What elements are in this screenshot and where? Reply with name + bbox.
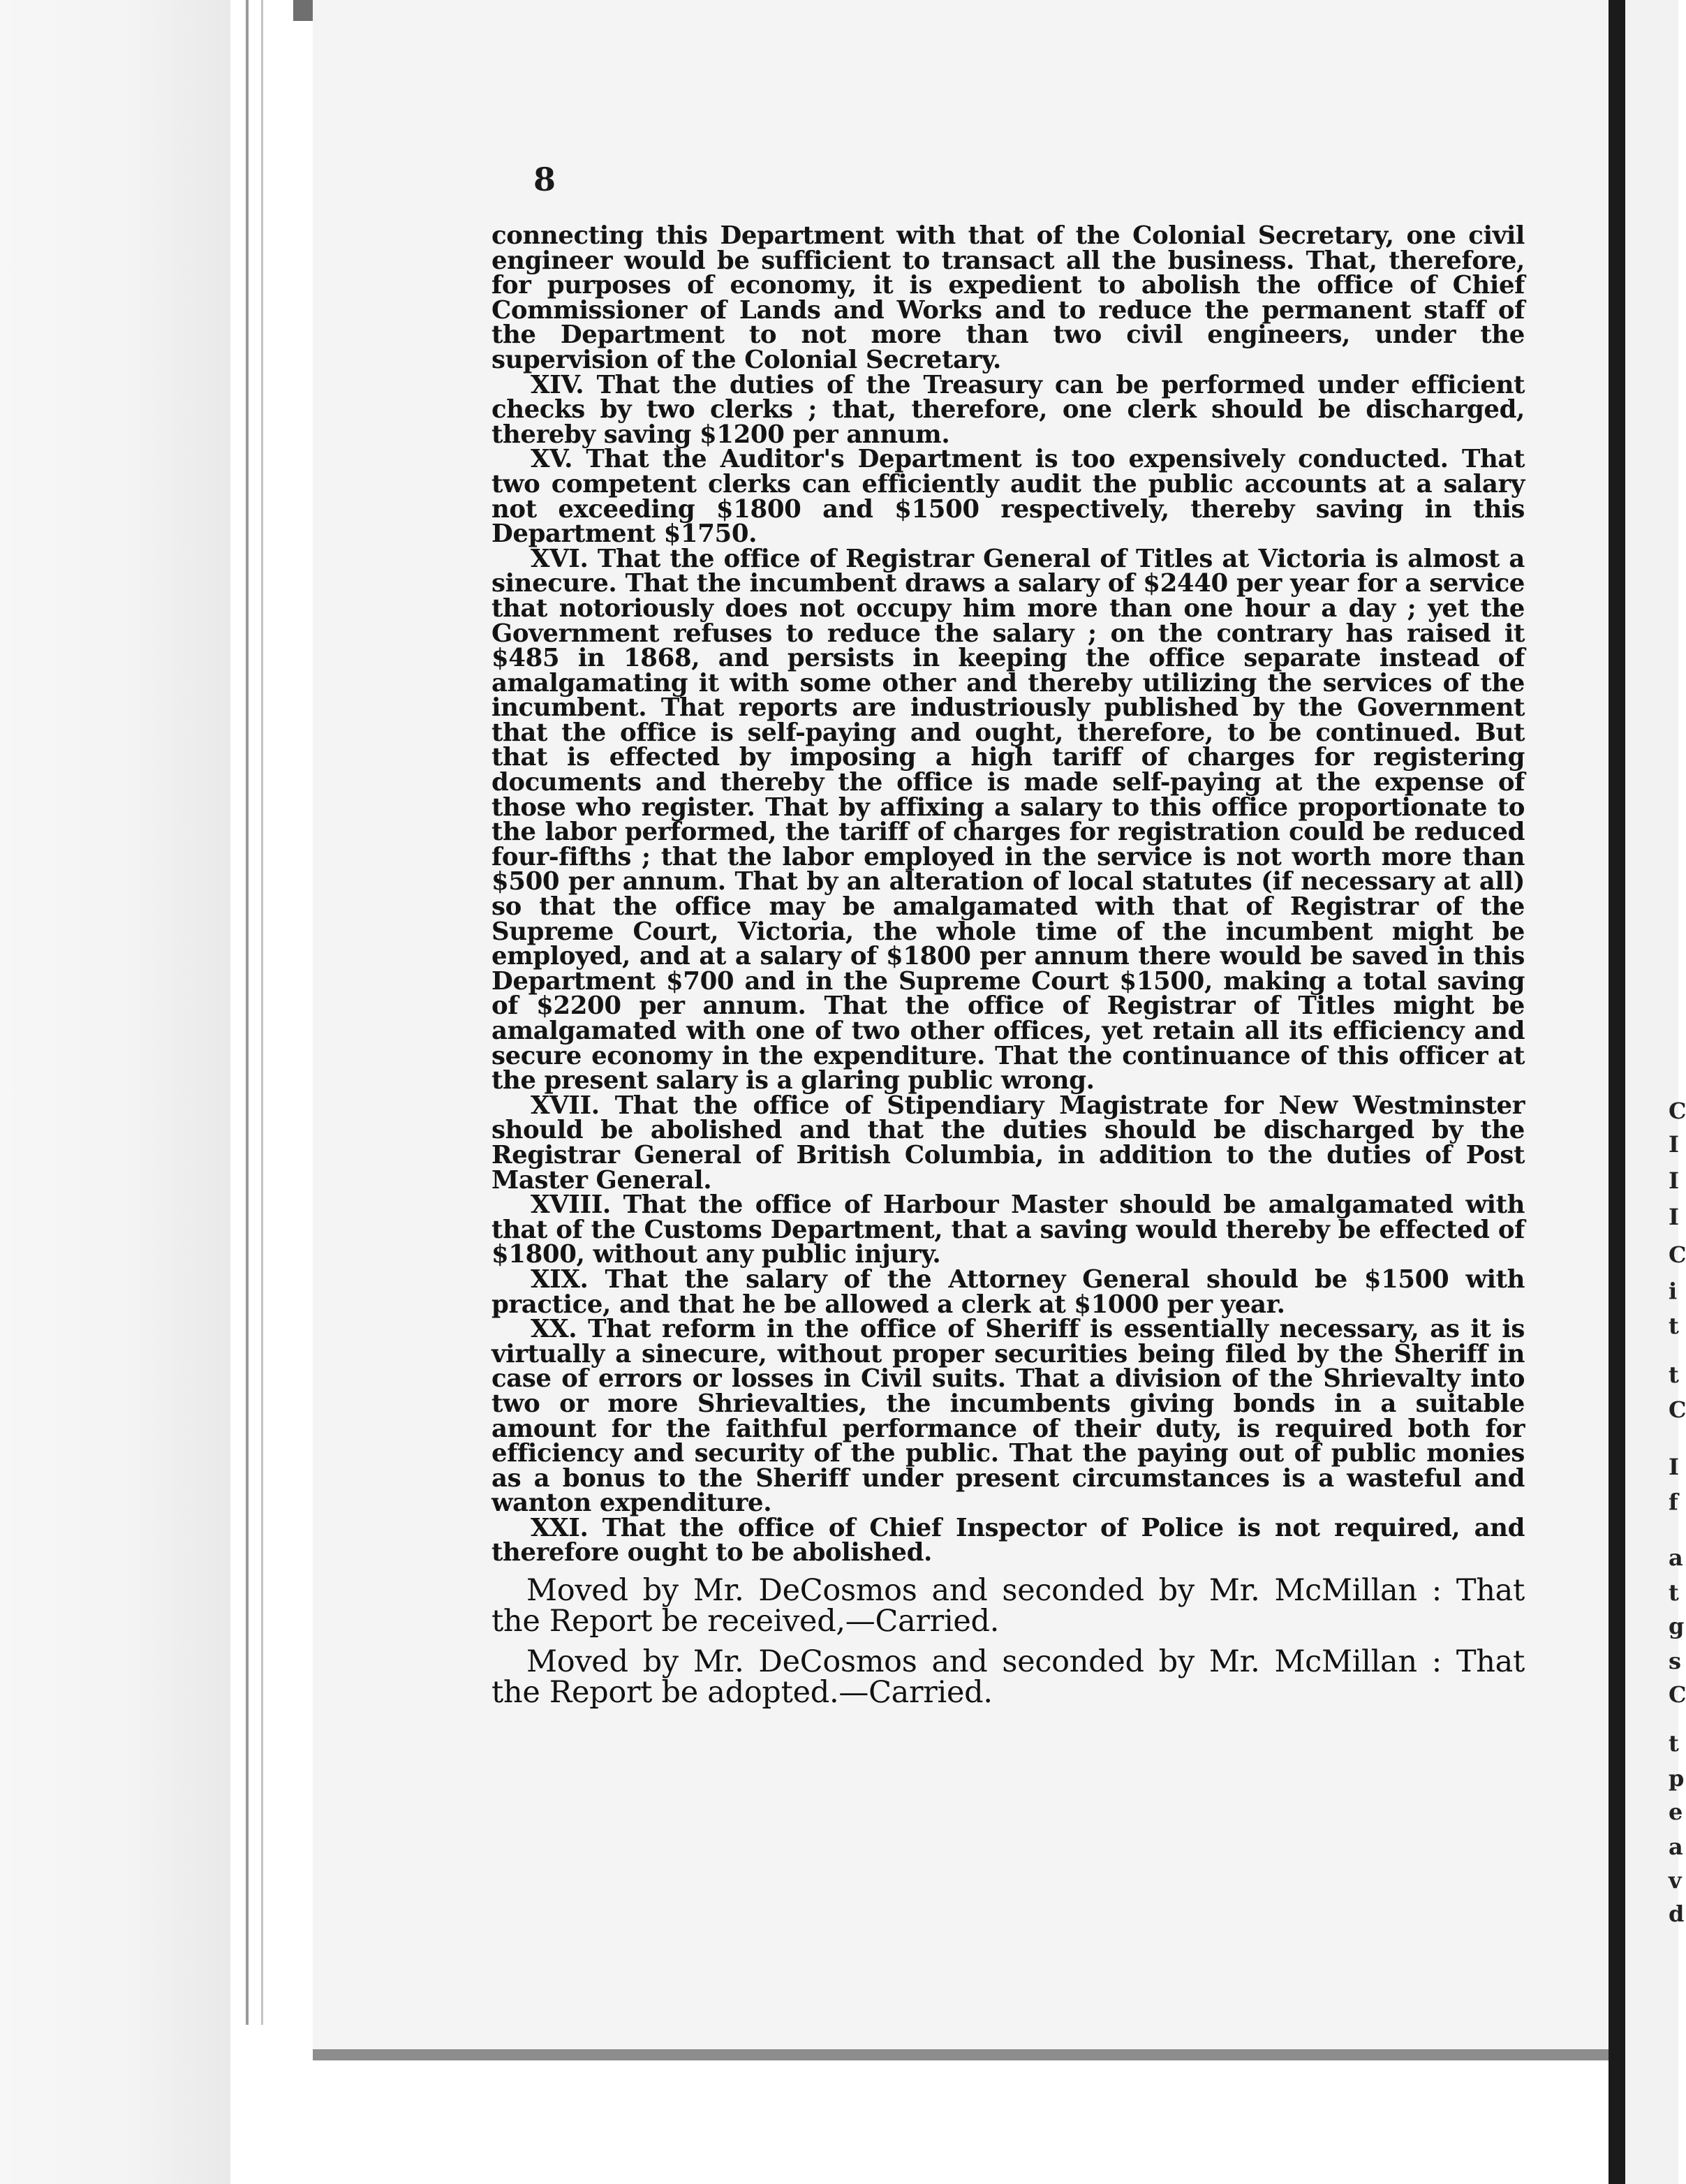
paragraph-xviii: XVIII. That the office of Harbour Master should be amalgamated with that of the Customs Department, that a saving would thereby be effected of $1800, without any public injury. [491, 1190, 1525, 1269]
facing-page-fragment: I [1669, 1454, 1679, 1480]
facing-page-fragment: d [1669, 1901, 1685, 1927]
paragraph-xiv: XIV. That the duties of the Treasury can be performed under efficient checks by two clerks ; that, therefore, one clerk should be discharged, thereby saving $1200 per annum. [491, 370, 1525, 449]
facing-page-fragment: I [1669, 1167, 1679, 1194]
paragraph-xv: XV. That the Auditor's Department is too expensively conducted. That two competent clerks can efficiently audit the public accounts at a salary not exceeding $1800 and $1500 respectively, thereby saving in this Department $1750. [491, 445, 1525, 549]
facing-page-fragment: C [1669, 1396, 1686, 1423]
facing-page-fragment: i [1669, 1278, 1678, 1304]
paragraph-continuation: connecting this Department with that of the Colonial Secretary, one civil engineer would be sufficient to transact all the business. That, therefore, for purposes of economy, it is expedient to abolish the office of Chief Commissioner of Lands and Works and to reduce the permanent staff of the Department to not more than two civil engineers, under the supervision of the Colonial Secretary. [491, 221, 1525, 374]
facing-page-fragment: g [1669, 1613, 1685, 1639]
binding-edge-line-inner [261, 0, 263, 2025]
facing-page-fragment: p [1669, 1765, 1685, 1792]
facing-page-fragment: t [1669, 1313, 1679, 1339]
facing-page-fragment: C [1669, 1098, 1686, 1124]
motion-adopted: Moved by Mr. DeCosmos and seconded by Mr. McMillan : That the Report be adopted.—Carried. [491, 1644, 1525, 1711]
facing-page-fragment: a [1669, 1544, 1683, 1571]
binding-edge-line [246, 0, 249, 2025]
facing-page-fragment: I [1669, 1131, 1679, 1158]
facing-page-fragment: C [1669, 1241, 1686, 1268]
document-body [491, 221, 1525, 1711]
paragraph-xxi: XXI. That the office of Chief Inspector of Police is not required, and therefore ought to be abolished. [491, 1513, 1525, 1567]
facing-page-fragment: e [1669, 1799, 1683, 1825]
page-number: 8 [533, 161, 556, 198]
facing-page-fragment: I [1669, 1204, 1679, 1230]
paragraph-xvii: XVII. That the office of Stipendiary Magistrate for New Westminster should be abolished and that the duties should be discharged by the Registrar General of British Columbia, in addition to the duties of Post Master General. [491, 1091, 1525, 1195]
page-gutter [1609, 0, 1625, 2184]
facing-page-fragment: t [1669, 1362, 1679, 1388]
paragraph-xx: XX. That reform in the office of Sheriff is essentially necessary, as it is virtually a sinecure, without proper securities being filed by the Sheriff in case of errors or losses in Civil suits. That a division of the Shrievalty into two or more Shrievalties, the incumbents giving bonds in a suitable amount for the faithful performance of their duty, is required both for efficiency and security of the public. That the paying out of public monies as a bonus to the Sheriff under present circumstances is a wasteful and wanton expenditure. [491, 1315, 1525, 1518]
facing-page-fragment: t [1669, 1579, 1679, 1606]
facing-page-fragment: v [1669, 1867, 1682, 1894]
paragraph-xvi: XVI. That the office of Registrar General of Titles at Victoria is almost a sinecure. That the incumbent draws a salary of $2440 per year for a service that notoriously does not occupy him more than one hour a day ; yet the Government refuses to reduce the salary ; on the contrary has raised it $485 in 1868, and persists in keeping the office separate instead of amalgamating it with some other and thereby utilizing the services of the incumbent. That reports are industriously published by the Government that the office is self-paying and ought, therefore, to be continued. But that is effected by imposing a high tariff of charges for registering documents and thereby the office is made self-paying at the expense of those who register. That by affixing a salary to this office proportionate to the labor performed, the tariff of charges for registration could be reduced four-fifths ; that the labor employed in the service is not worth more than $500 per annum. That by an alteration of local statutes (if necessary at all) so that the office may be amalgamated with that of Registrar of the Supreme Court, Victoria, the whole time of the incumbent might be employed, and at a salary of $1800 per annum there would be saved in this Department $700 and in the Supreme Court $1500, making a total saving of $2200 per annum. That the office of Registrar of Titles might be amalgamated with one of two other offices, yet retain all its efficiency and secure economy in the expenditure. That the continuance of this officer at the present salary is a glaring public wrong. [491, 544, 1525, 1095]
page-bottom-shadow [313, 2049, 1609, 2060]
facing-page-fragment: f [1669, 1489, 1678, 1515]
scan-left-margin [0, 0, 230, 2184]
facing-page-fragment: t [1669, 1730, 1679, 1757]
paragraph-xix: XIX. That the salary of the Attorney General should be $1500 with practice, and that he be allowed a clerk at $1000 per year. [491, 1264, 1525, 1319]
facing-page-fragment: a [1669, 1833, 1683, 1860]
facing-page-fragment: C [1669, 1681, 1686, 1708]
motion-received: Moved by Mr. DeCosmos and seconded by Mr. McMillan : That the Report be received,—Carried. [491, 1573, 1525, 1639]
facing-page-fragment: s [1669, 1648, 1682, 1674]
facing-page-edge [1625, 0, 1686, 2184]
